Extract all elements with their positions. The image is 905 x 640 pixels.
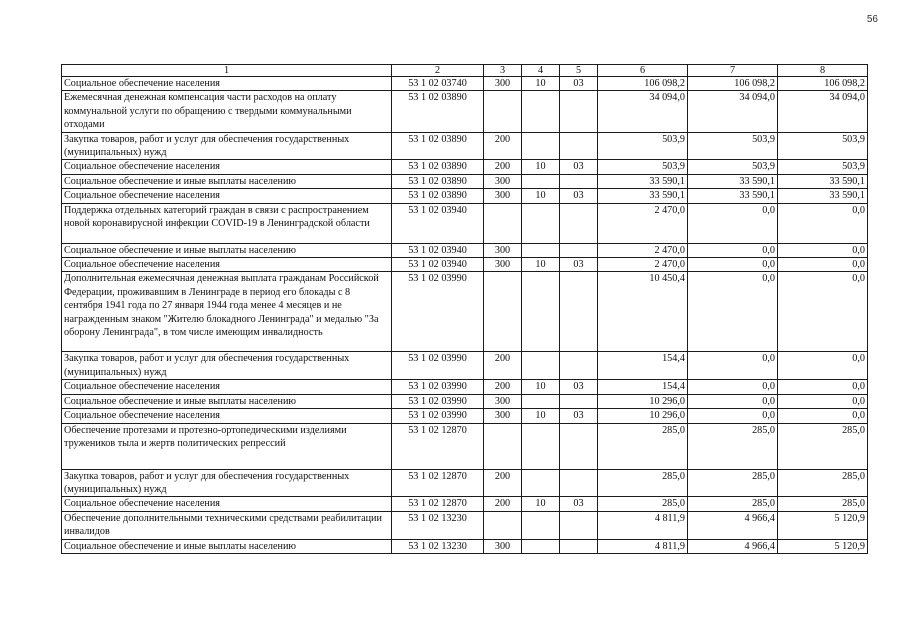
row-code-cell: 53 1 02 03990 <box>392 409 484 423</box>
row-name-cell: Закупка товаров, работ и услуг для обеспечения государственных (муниципальных) нужд <box>62 132 392 160</box>
row-col5-cell: 03 <box>560 380 598 394</box>
row-code-cell: 53 1 02 03990 <box>392 352 484 380</box>
table-row <box>62 272 868 352</box>
row-name-cell: Закупка товаров, работ и услуг для обеспечения государственных (муниципальных) нужд <box>62 352 392 380</box>
row-col3-cell: 200 <box>484 380 522 394</box>
row-code-cell: 53 1 02 13230 <box>392 511 484 539</box>
row-col3-cell <box>484 511 522 539</box>
row-col7-cell: 0,0 <box>688 380 778 394</box>
row-col4-cell <box>522 352 560 380</box>
row-name-cell: Обеспечение дополнительными техническими средствами реабилитации инвалидов <box>62 511 392 539</box>
row-col7-cell: 4 966,4 <box>688 511 778 539</box>
row-col3-cell: 300 <box>484 189 522 203</box>
row-col8-cell: 34 094,0 <box>778 91 868 132</box>
row-name-cell: Поддержка отдельных категорий граждан в связи с распространением новой коронавирусной инфекции COVID-19 в Ленинградской области <box>62 203 392 243</box>
row-col7-cell: 0,0 <box>688 258 778 272</box>
row-col8-cell: 285,0 <box>778 469 868 497</box>
row-col5-cell <box>560 539 598 553</box>
row-col8-cell: 0,0 <box>778 272 868 352</box>
row-col5-cell <box>560 132 598 160</box>
row-code-cell: 53 1 02 03740 <box>392 77 484 91</box>
row-col7-cell: 34 094,0 <box>688 91 778 132</box>
row-col8-cell: 33 590,1 <box>778 174 868 188</box>
row-col4-cell: 10 <box>522 409 560 423</box>
row-col6-cell: 10 450,4 <box>598 272 688 352</box>
row-col8-cell: 5 120,9 <box>778 511 868 539</box>
row-col8-cell: 285,0 <box>778 423 868 469</box>
row-name-cell: Социальное обеспечение и иные выплаты населению <box>62 243 392 257</box>
row-col8-cell: 0,0 <box>778 409 868 423</box>
row-name-cell: Социальное обеспечение населения <box>62 189 392 203</box>
column-header: 5 <box>560 65 598 77</box>
row-col3-cell: 200 <box>484 497 522 511</box>
table-row <box>62 174 868 188</box>
row-name-cell: Социальное обеспечение населения <box>62 160 392 174</box>
row-col4-cell <box>522 394 560 408</box>
row-col7-cell: 106 098,2 <box>688 77 778 91</box>
row-col6-cell: 154,4 <box>598 352 688 380</box>
row-col5-cell: 03 <box>560 497 598 511</box>
row-col7-cell: 503,9 <box>688 132 778 160</box>
row-name-cell: Социальное обеспечение населения <box>62 258 392 272</box>
row-col7-cell: 0,0 <box>688 243 778 257</box>
row-col7-cell: 285,0 <box>688 497 778 511</box>
row-col6-cell: 4 811,9 <box>598 539 688 553</box>
row-col8-cell: 285,0 <box>778 497 868 511</box>
row-col8-cell: 503,9 <box>778 132 868 160</box>
row-col6-cell: 503,9 <box>598 160 688 174</box>
row-code-cell: 53 1 02 03940 <box>392 243 484 257</box>
row-col5-cell <box>560 394 598 408</box>
row-col3-cell: 300 <box>484 258 522 272</box>
row-col5-cell <box>560 174 598 188</box>
row-col3-cell: 300 <box>484 409 522 423</box>
row-name-cell: Обеспечение протезами и протезно-ортопедическими изделиями тружеников тыла и жертв политических репрессий <box>62 423 392 469</box>
table-row <box>62 91 868 132</box>
row-col8-cell: 106 098,2 <box>778 77 868 91</box>
row-col5-cell: 03 <box>560 77 598 91</box>
column-header: 6 <box>598 65 688 77</box>
row-col3-cell: 200 <box>484 469 522 497</box>
row-name-cell: Социальное обеспечение и иные выплаты населению <box>62 539 392 553</box>
row-col3-cell: 300 <box>484 394 522 408</box>
column-header: 4 <box>522 65 560 77</box>
row-code-cell: 53 1 02 03890 <box>392 91 484 132</box>
row-col7-cell: 0,0 <box>688 409 778 423</box>
row-col7-cell: 0,0 <box>688 394 778 408</box>
row-col8-cell: 0,0 <box>778 203 868 243</box>
table-row <box>62 380 868 394</box>
row-col4-cell: 10 <box>522 160 560 174</box>
row-col7-cell: 285,0 <box>688 469 778 497</box>
row-col4-cell <box>522 423 560 469</box>
row-col8-cell: 0,0 <box>778 258 868 272</box>
row-col3-cell: 300 <box>484 77 522 91</box>
row-col3-cell: 200 <box>484 160 522 174</box>
table-row <box>62 160 868 174</box>
row-col5-cell <box>560 91 598 132</box>
row-col5-cell <box>560 272 598 352</box>
table-row <box>62 258 868 272</box>
row-name-cell: Социальное обеспечение и иные выплаты населению <box>62 174 392 188</box>
table-row <box>62 394 868 408</box>
row-col8-cell: 33 590,1 <box>778 189 868 203</box>
table-row <box>62 469 868 497</box>
row-col7-cell: 285,0 <box>688 423 778 469</box>
row-col6-cell: 33 590,1 <box>598 174 688 188</box>
row-code-cell: 53 1 02 03890 <box>392 189 484 203</box>
row-col5-cell: 03 <box>560 258 598 272</box>
row-col8-cell: 503,9 <box>778 160 868 174</box>
row-name-cell: Закупка товаров, работ и услуг для обеспечения государственных (муниципальных) нужд <box>62 469 392 497</box>
row-col7-cell: 33 590,1 <box>688 189 778 203</box>
row-col4-cell <box>522 243 560 257</box>
row-col6-cell: 503,9 <box>598 132 688 160</box>
row-col4-cell: 10 <box>522 258 560 272</box>
row-col5-cell <box>560 511 598 539</box>
column-header: 3 <box>484 65 522 77</box>
row-col4-cell <box>522 132 560 160</box>
row-col4-cell: 10 <box>522 497 560 511</box>
row-col7-cell: 4 966,4 <box>688 539 778 553</box>
row-col5-cell <box>560 352 598 380</box>
row-col6-cell: 285,0 <box>598 423 688 469</box>
row-col3-cell: 300 <box>484 243 522 257</box>
table-row <box>62 132 868 160</box>
row-col7-cell: 503,9 <box>688 160 778 174</box>
row-code-cell: 53 1 02 03890 <box>392 174 484 188</box>
page-number: 56 <box>866 14 878 25</box>
column-header: 7 <box>688 65 778 77</box>
row-code-cell: 53 1 02 12870 <box>392 497 484 511</box>
row-col6-cell: 2 470,0 <box>598 203 688 243</box>
row-col4-cell: 10 <box>522 380 560 394</box>
row-name-cell: Социальное обеспечение населения <box>62 409 392 423</box>
row-col8-cell: 5 120,9 <box>778 539 868 553</box>
row-code-cell: 53 1 02 03940 <box>392 258 484 272</box>
row-col4-cell: 10 <box>522 189 560 203</box>
table-row <box>62 539 868 553</box>
row-col5-cell <box>560 423 598 469</box>
table-row <box>62 511 868 539</box>
row-col8-cell: 0,0 <box>778 394 868 408</box>
row-col3-cell: 300 <box>484 174 522 188</box>
row-col6-cell: 2 470,0 <box>598 258 688 272</box>
row-col4-cell <box>522 539 560 553</box>
row-col3-cell <box>484 91 522 132</box>
row-col6-cell: 33 590,1 <box>598 189 688 203</box>
row-col7-cell: 0,0 <box>688 272 778 352</box>
table-row <box>62 409 868 423</box>
row-name-cell: Ежемесячная денежная компенсация части расходов на оплату коммунальной услуги по обращению с твердыми коммунальными отходами <box>62 91 392 132</box>
row-col5-cell: 03 <box>560 189 598 203</box>
row-col6-cell: 106 098,2 <box>598 77 688 91</box>
row-col4-cell <box>522 469 560 497</box>
row-code-cell: 53 1 02 03990 <box>392 394 484 408</box>
row-col6-cell: 34 094,0 <box>598 91 688 132</box>
row-code-cell: 53 1 02 03940 <box>392 203 484 243</box>
row-code-cell: 53 1 02 03990 <box>392 272 484 352</box>
row-name-cell: Социальное обеспечение населения <box>62 497 392 511</box>
row-code-cell: 53 1 02 03990 <box>392 380 484 394</box>
column-header: 1 <box>62 65 392 77</box>
row-col4-cell <box>522 511 560 539</box>
row-col7-cell: 33 590,1 <box>688 174 778 188</box>
row-col6-cell: 2 470,0 <box>598 243 688 257</box>
row-col4-cell <box>522 272 560 352</box>
row-col5-cell: 03 <box>560 409 598 423</box>
row-col3-cell: 200 <box>484 352 522 380</box>
row-code-cell: 53 1 02 13230 <box>392 539 484 553</box>
row-name-cell: Социальное обеспечение населения <box>62 77 392 91</box>
row-name-cell: Дополнительная ежемесячная денежная выплата гражданам Российской Федерации, проживавшим в Ленинграде в период его блокады с 8 сентября 1941 года по 27 января 1944 года менее 4 месяцев и не награжденным знаком "Жителю блокадного Ленинграда" и медалью "За оборону Ленинграда", в том числе имеющим инвалидность <box>62 272 392 352</box>
row-col8-cell: 0,0 <box>778 352 868 380</box>
column-header: 2 <box>392 65 484 77</box>
row-col3-cell <box>484 203 522 243</box>
row-col5-cell <box>560 243 598 257</box>
table-row <box>62 423 868 469</box>
row-col4-cell: 10 <box>522 77 560 91</box>
budget-table <box>61 64 868 554</box>
row-col5-cell <box>560 469 598 497</box>
row-col5-cell <box>560 203 598 243</box>
row-code-cell: 53 1 02 03890 <box>392 160 484 174</box>
row-col8-cell: 0,0 <box>778 380 868 394</box>
row-code-cell: 53 1 02 03890 <box>392 132 484 160</box>
table-row <box>62 243 868 257</box>
row-name-cell: Социальное обеспечение и иные выплаты населению <box>62 394 392 408</box>
row-col4-cell <box>522 174 560 188</box>
row-name-cell: Социальное обеспечение населения <box>62 380 392 394</box>
row-col8-cell: 0,0 <box>778 243 868 257</box>
table-header-row <box>62 65 868 77</box>
table-row <box>62 352 868 380</box>
row-col4-cell <box>522 91 560 132</box>
table-row <box>62 497 868 511</box>
row-code-cell: 53 1 02 12870 <box>392 423 484 469</box>
row-col7-cell: 0,0 <box>688 352 778 380</box>
row-col3-cell <box>484 423 522 469</box>
row-col6-cell: 154,4 <box>598 380 688 394</box>
row-col6-cell: 285,0 <box>598 469 688 497</box>
row-col5-cell: 03 <box>560 160 598 174</box>
table-row <box>62 77 868 91</box>
row-col4-cell <box>522 203 560 243</box>
row-col3-cell <box>484 272 522 352</box>
row-col6-cell: 10 296,0 <box>598 409 688 423</box>
row-col3-cell: 300 <box>484 539 522 553</box>
table-row <box>62 203 868 243</box>
column-header: 8 <box>778 65 868 77</box>
row-col6-cell: 285,0 <box>598 497 688 511</box>
row-col7-cell: 0,0 <box>688 203 778 243</box>
table-row <box>62 189 868 203</box>
row-code-cell: 53 1 02 12870 <box>392 469 484 497</box>
row-col6-cell: 10 296,0 <box>598 394 688 408</box>
row-col6-cell: 4 811,9 <box>598 511 688 539</box>
row-col3-cell: 200 <box>484 132 522 160</box>
